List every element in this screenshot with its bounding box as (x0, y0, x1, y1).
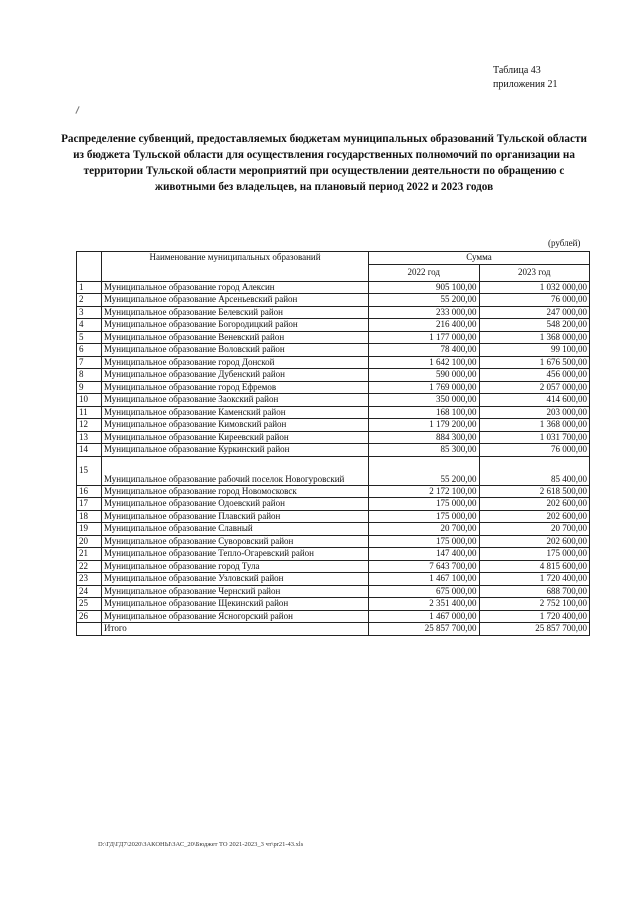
row-value-2022: 233 000,00 (369, 306, 480, 319)
row-number: 1 (77, 281, 102, 294)
row-name: Муниципальное образование город Донской (102, 356, 369, 369)
row-number: 23 (77, 573, 102, 586)
row-value-2023: 2 618 500,00 (479, 485, 590, 498)
header-name: Наименование муниципальных образований (102, 252, 369, 282)
table-row (77, 419, 590, 432)
table-row (77, 406, 590, 419)
row-name: Муниципальное образование Узловский район (102, 573, 369, 586)
row-value-2023: 20 700,00 (479, 523, 590, 536)
row-name: Муниципальное образование город Алексин (102, 281, 369, 294)
table-row (77, 319, 590, 332)
row-value-2023: 85 400,00 (479, 456, 590, 485)
row-name: Муниципальное образование Белевский район (102, 306, 369, 319)
row-value-2023: 76 000,00 (479, 444, 590, 457)
row-name: Муниципальное образование Каменский район (102, 406, 369, 419)
table-reference (493, 64, 557, 92)
table-row (77, 431, 590, 444)
appendix-label: приложения 21 (493, 79, 558, 90)
row-name: Муниципальное образование Щекинский район (102, 598, 369, 611)
row-value-2022: 1 467 100,00 (369, 573, 480, 586)
row-name: Муниципальное образование Дубенский район (102, 369, 369, 382)
row-name: Муниципальное образование Воловский район (102, 344, 369, 357)
table-row (77, 560, 590, 573)
header-sum: Сумма (369, 252, 590, 265)
row-value-2022: 590 000,00 (369, 369, 480, 382)
row-value-2022: 1 179 200,00 (369, 419, 480, 432)
row-number: 11 (77, 406, 102, 419)
total-2023: 25 857 700,00 (479, 623, 590, 636)
row-name: Муниципальное образование рабочий поселок Новогуровский (102, 456, 369, 485)
row-name: Муниципальное образование Киреевский район (102, 431, 369, 444)
row-value-2022: 2 172 100,00 (369, 485, 480, 498)
header-2022: 2022 год (369, 264, 480, 281)
row-value-2022: 1 769 000,00 (369, 381, 480, 394)
table-row (77, 356, 590, 369)
table-row (77, 573, 590, 586)
header-number (77, 252, 102, 282)
row-number: 26 (77, 610, 102, 623)
row-value-2022: 216 400,00 (369, 319, 480, 332)
row-value-2022: 2 351 400,00 (369, 598, 480, 611)
row-value-2023: 175 000,00 (479, 548, 590, 561)
table-row (77, 523, 590, 536)
row-value-2023: 1 031 700,00 (479, 431, 590, 444)
table-row (77, 294, 590, 307)
row-name: Муниципальное образование Одоевский район (102, 498, 369, 511)
row-number: 10 (77, 394, 102, 407)
row-number: 4 (77, 319, 102, 332)
row-value-2023: 1 720 400,00 (479, 610, 590, 623)
row-value-2022: 1 467 000,00 (369, 610, 480, 623)
table-row (77, 306, 590, 319)
row-value-2022: 55 200,00 (369, 294, 480, 307)
pen-mark (75, 106, 79, 114)
row-name: Муниципальное образование Заокский район (102, 394, 369, 407)
header-2023: 2023 год (479, 264, 590, 281)
row-number: 13 (77, 431, 102, 444)
file-path-footer: D:\ГД\ГД7\2020\ЗАКОНЫ\ЗАС_20\Бюджет ТО 2021-2023_3 чт\pr21-43.xls (98, 841, 304, 848)
table-row (77, 610, 590, 623)
row-number: 17 (77, 498, 102, 511)
row-number: 24 (77, 585, 102, 598)
total-label: Итого (102, 623, 369, 636)
row-number: 14 (77, 444, 102, 457)
table-row (77, 381, 590, 394)
row-name: Муниципальное образование город Новомосковск (102, 485, 369, 498)
row-number: 9 (77, 381, 102, 394)
row-value-2022: 147 400,00 (369, 548, 480, 561)
row-value-2022: 78 400,00 (369, 344, 480, 357)
subsidy-table (76, 251, 590, 636)
row-value-2022: 675 000,00 (369, 585, 480, 598)
table-row (77, 331, 590, 344)
row-name: Муниципальное образование Куркинский район (102, 444, 369, 457)
table-row (77, 548, 590, 561)
row-name: Муниципальное образование Ясногорский район (102, 610, 369, 623)
row-value-2022: 884 300,00 (369, 431, 480, 444)
row-value-2022: 905 100,00 (369, 281, 480, 294)
row-number: 21 (77, 548, 102, 561)
row-number: 18 (77, 510, 102, 523)
table-body (77, 281, 590, 623)
row-value-2023: 202 600,00 (479, 535, 590, 548)
row-value-2022: 175 000,00 (369, 535, 480, 548)
row-value-2023: 414 600,00 (479, 394, 590, 407)
row-value-2023: 99 100,00 (479, 344, 590, 357)
total-number (77, 623, 102, 636)
row-value-2023: 202 600,00 (479, 510, 590, 523)
row-name: Муниципальное образование Арсеньевский район (102, 294, 369, 307)
table-row (77, 444, 590, 457)
table-row (77, 394, 590, 407)
row-number: 2 (77, 294, 102, 307)
table-row (77, 456, 590, 485)
row-number: 15 (77, 456, 102, 485)
table-row (77, 510, 590, 523)
total-row (77, 623, 590, 636)
row-value-2022: 1 177 000,00 (369, 331, 480, 344)
table-label: Таблица 43 (493, 65, 541, 76)
row-name: Муниципальное образование Славный (102, 523, 369, 536)
row-value-2023: 202 600,00 (479, 498, 590, 511)
row-name: Муниципальное образование город Тула (102, 560, 369, 573)
row-number: 16 (77, 485, 102, 498)
row-number: 8 (77, 369, 102, 382)
row-number: 6 (77, 344, 102, 357)
row-name: Муниципальное образование Тепло-Огаревский район (102, 548, 369, 561)
row-value-2023: 247 000,00 (479, 306, 590, 319)
row-value-2022: 175 000,00 (369, 510, 480, 523)
row-value-2023: 2 057 000,00 (479, 381, 590, 394)
table-row (77, 498, 590, 511)
row-value-2023: 203 000,00 (479, 406, 590, 419)
document-title: Распределение субвенций, предоставляемых бюджетам муниципальных образований Тульской области из бюджета Тульской области для осуществления государственных полномочий по организации на территории Тульской области мероприятий при осуществлении деятельности по обращению с животными без владельцев, на плановый период 2022 и 2023 годов (61, 133, 587, 193)
row-value-2023: 1 720 400,00 (479, 573, 590, 586)
row-number: 12 (77, 419, 102, 432)
table-row (77, 281, 590, 294)
row-value-2023: 1 368 000,00 (479, 331, 590, 344)
units-label: (рублей) (548, 238, 581, 248)
row-number: 25 (77, 598, 102, 611)
row-number: 7 (77, 356, 102, 369)
row-value-2023: 1 676 500,00 (479, 356, 590, 369)
row-value-2023: 4 815 600,00 (479, 560, 590, 573)
row-value-2022: 175 000,00 (369, 498, 480, 511)
table-row (77, 598, 590, 611)
table-row (77, 535, 590, 548)
row-value-2022: 1 642 100,00 (369, 356, 480, 369)
row-name: Муниципальное образование Богородицкий район (102, 319, 369, 332)
table-row (77, 485, 590, 498)
row-name: Муниципальное образование Кимовский район (102, 419, 369, 432)
row-number: 3 (77, 306, 102, 319)
row-value-2023: 1 032 000,00 (479, 281, 590, 294)
table-row (77, 585, 590, 598)
row-value-2023: 1 368 000,00 (479, 419, 590, 432)
row-value-2023: 548 200,00 (479, 319, 590, 332)
row-number: 5 (77, 331, 102, 344)
row-value-2022: 20 700,00 (369, 523, 480, 536)
row-value-2022: 7 643 700,00 (369, 560, 480, 573)
row-value-2023: 456 000,00 (479, 369, 590, 382)
row-name: Муниципальное образование Плавский район (102, 510, 369, 523)
row-name: Муниципальное образование Чернский район (102, 585, 369, 598)
row-value-2022: 55 200,00 (369, 456, 480, 485)
row-value-2023: 2 752 100,00 (479, 598, 590, 611)
row-name: Муниципальное образование город Ефремов (102, 381, 369, 394)
row-value-2023: 76 000,00 (479, 294, 590, 307)
row-name: Муниципальное образование Веневский район (102, 331, 369, 344)
row-number: 20 (77, 535, 102, 548)
row-value-2023: 688 700,00 (479, 585, 590, 598)
table-row (77, 344, 590, 357)
row-value-2022: 350 000,00 (369, 394, 480, 407)
row-number: 19 (77, 523, 102, 536)
row-value-2022: 85 300,00 (369, 444, 480, 457)
total-2022: 25 857 700,00 (369, 623, 480, 636)
table-row (77, 369, 590, 382)
row-value-2022: 168 100,00 (369, 406, 480, 419)
row-name: Муниципальное образование Суворовский район (102, 535, 369, 548)
row-number: 22 (77, 560, 102, 573)
